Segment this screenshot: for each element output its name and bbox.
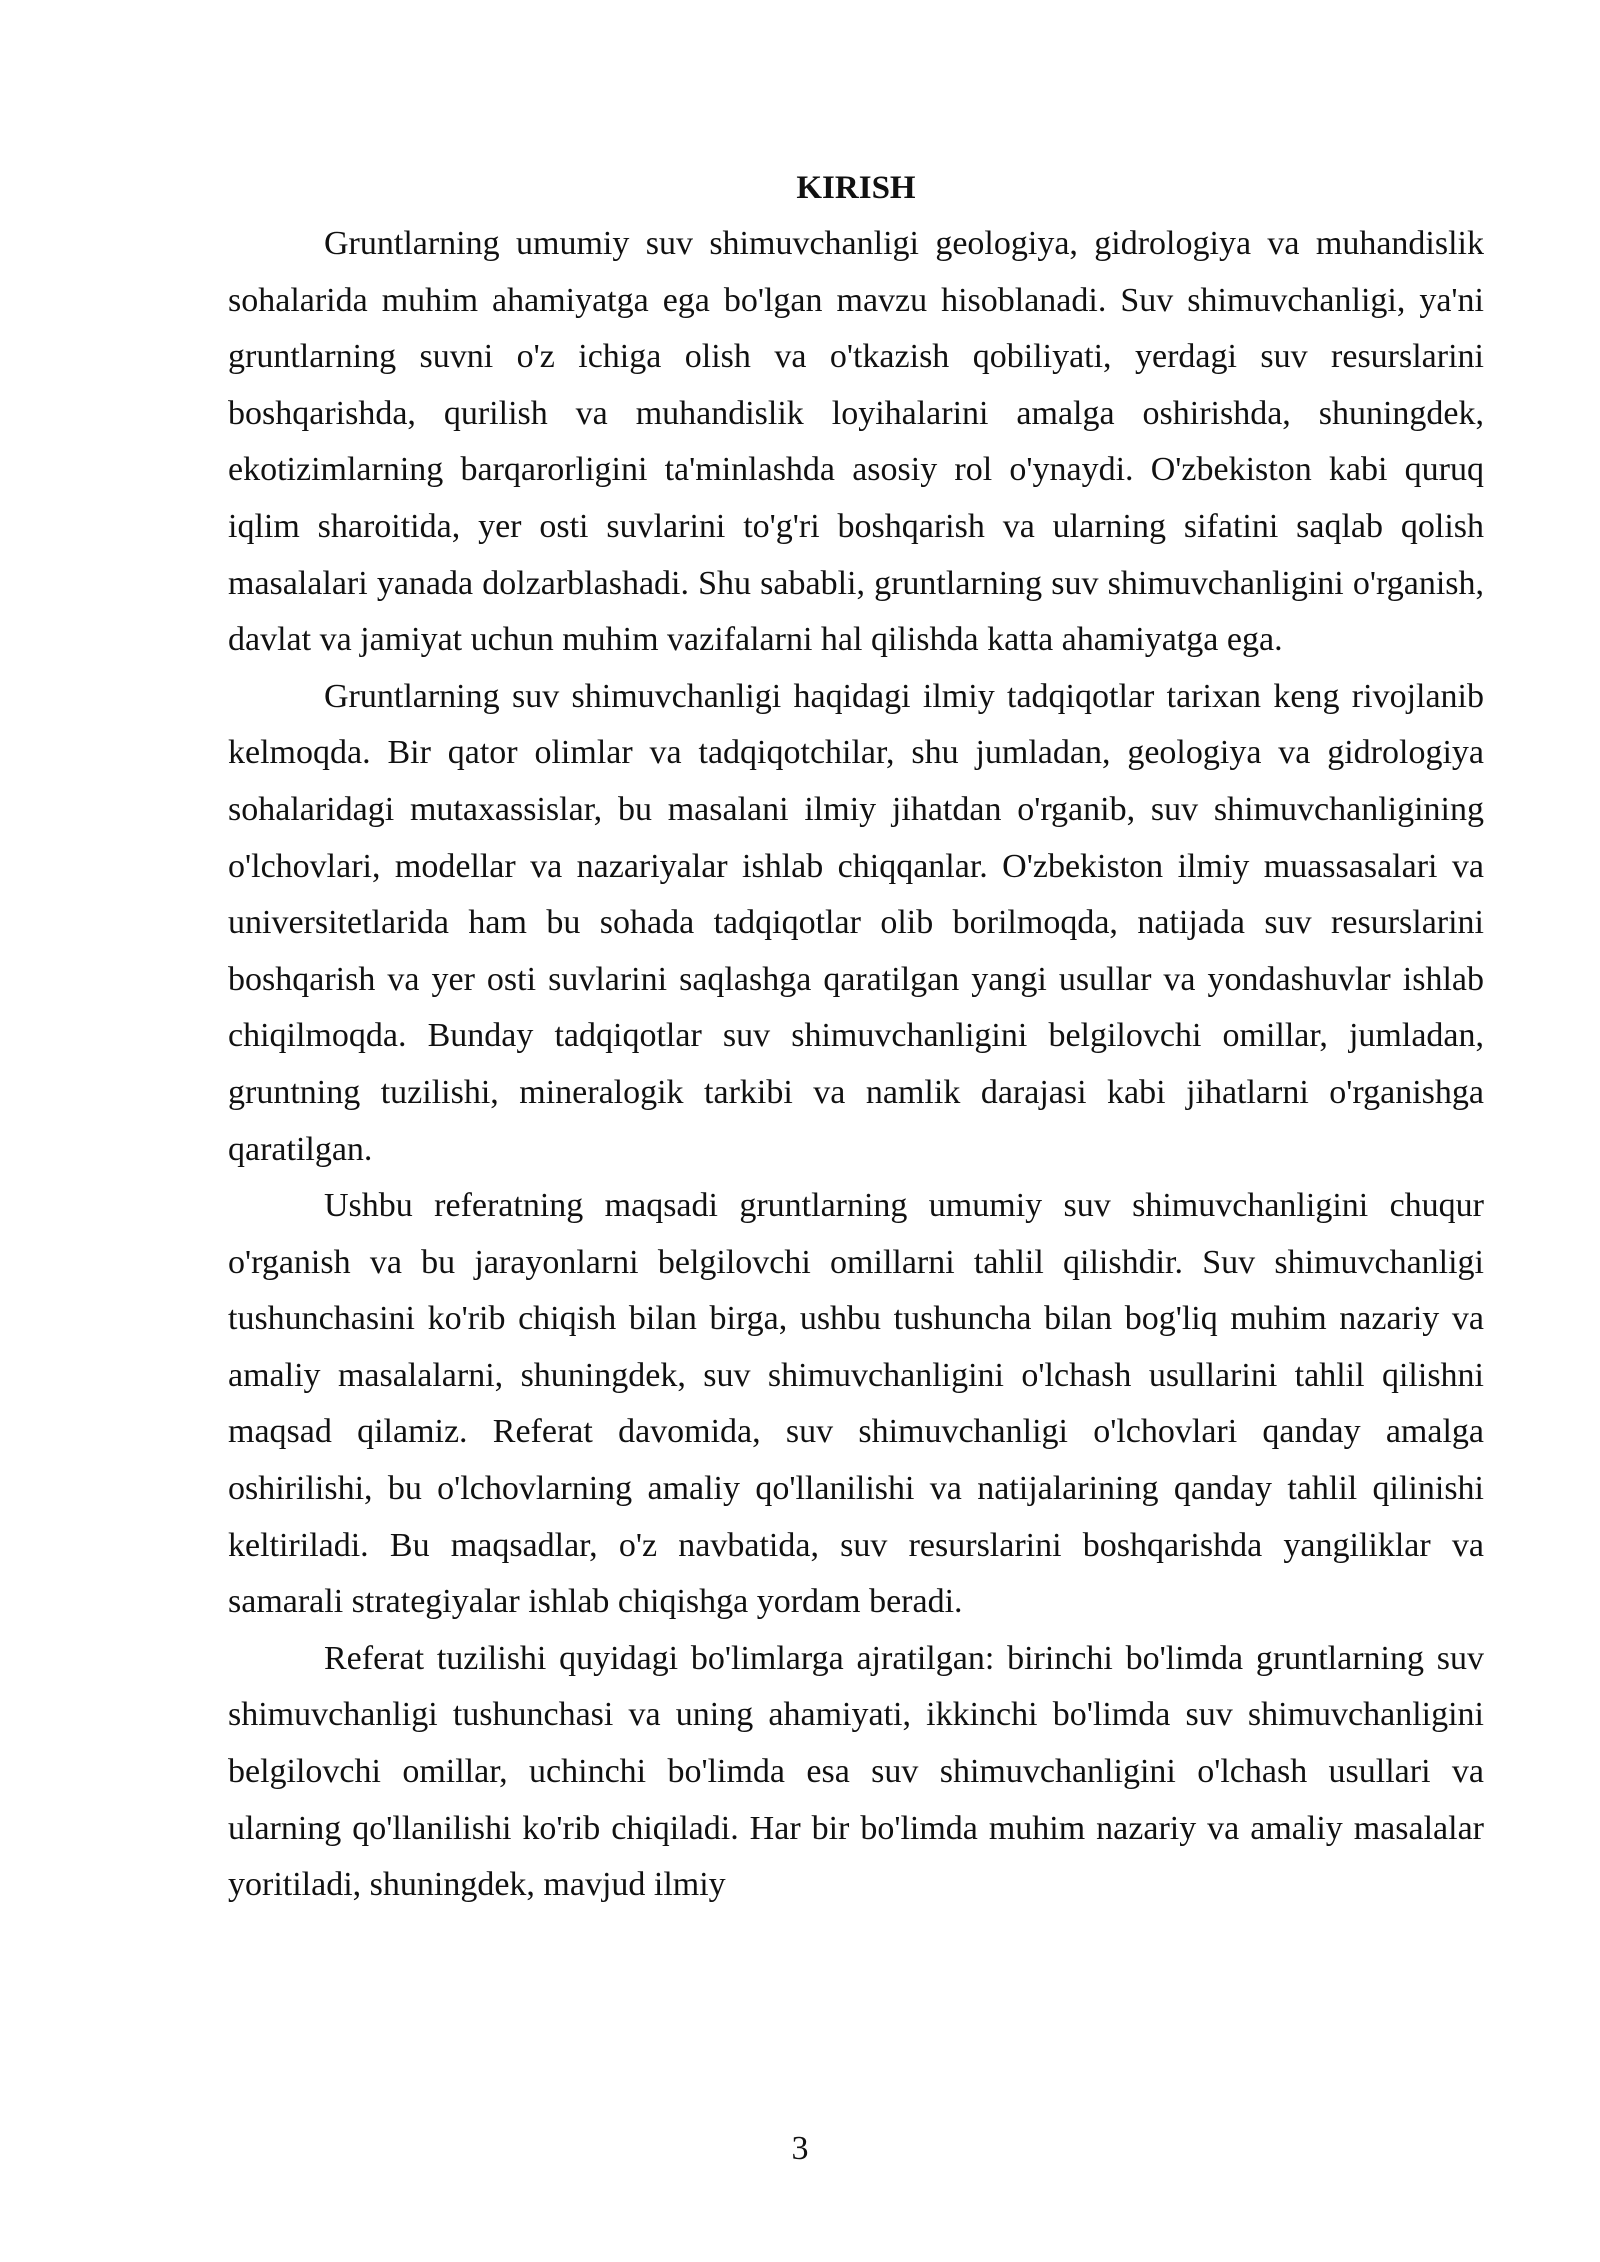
paragraph-4: Referat tuzilishi quyidagi bo'limlarga ajratilgan: birinchi bo'limda gruntlarning suv shimuvchanligi tushunchasi va uning ahamiyati, ikkinchi bo'limda suv shimuvchanligini belgilovchi omillar, uchinchi bo'limda esa suv shimuvchanligini o'lchash usullari va ularning qo'llanilishi ko'rib chiqiladi. Har bir bo'limda muhim nazariy va amaliy masalalar yoritiladi, shuningdek, mavjud ilmiy	[228, 1639, 1484, 1904]
paragraph-1: Gruntlarning umumiy suv shimuvchanligi geologiya, gidrologiya va muhandislik sohalarida muhim ahamiyatga ega bo'lgan mavzu hisoblanadi. Suv shimuvchanligi, ya'ni gruntlarning suvni o'z ichiga olish va o'tkazish qobiliyati, yerdagi suv resurslarini boshqarishda, qurilish va muhandislik loyihalarini amalga oshirishda, shuningdek, ekotizimlarning barqarorligini ta'minlashda asosiy rol o'ynaydi. O'zbekiston kabi quruq iqlim sharoitida, yer osti suvlarini to'g'ri boshqarish va ularning sifatini saqlab qolish masalalari yanada dolzarblashadi. Shu sababli, gruntlarning suv shimuvchanligini o'rganish, davlat va jamiyat uchun muhim vazifalarni hal qilishda katta ahamiyatga ega.	[228, 225, 1484, 659]
paragraph-3: Ushbu referatning maqsadi gruntlarning umumiy suv shimuvchanligini chuqur o'rganish va bu jarayonlarni belgilovchi omillarni tahlil qilishdir. Suv shimuvchanligi tushunchasini ko'rib chiqish bilan birga, ushbu tushuncha bilan bog'liq muhim nazariy va amaliy masalalarni, shuningdek, suv shimuvchanligini o'lchash usullarini tahlil qilishni maqsad qilamiz. Referat davomida, suv shimuvchanligi o'lchovlari qanday amalga oshirilishi, bu o'lchovlarning amaliy qo'llanilishi va natijalarining qanday tahlil qilinishi keltiriladi. Bu maqsadlar, o'z navbatida, suv resurslarini boshqarishda yangiliklar va samarali strategiyalar ishlab chiqishga yordam beradi.	[228, 1187, 1484, 1621]
page-number: 3	[791, 2130, 809, 2167]
paragraph-2: Gruntlarning suv shimuvchanligi haqidagi ilmiy tadqiqotlar tarixan keng rivojlanib kelmoqda. Bir qator olimlar va tadqiqotchilar, shu jumladan, geologiya va gidrologiya sohalaridagi mutaxassislar, bu masalani ilmiy jihatdan o'rganib, suv shimuvchanligining o'lchovlari, modellar va nazariyalar ishlab chiqqanlar. O'zbekiston ilmiy muassasalari va universitetlarida ham bu sohada tadqiqotlar olib borilmoqda, natijada suv resurslarini boshqarish va yer osti suvlarini saqlashga qaratilgan yangi usullar va yondashuvlar ishlab chiqilmoqda. Bunday tadqiqotlar suv shimuvchanligini belgilovchi omillar, jumladan, gruntning tuzilishi, mineralogik tarkibi va namlik darajasi kabi jihatlarni o'rganishga qaratilgan.	[228, 677, 1484, 1168]
page-content	[228, 160, 1484, 1914]
section-title: KIRISH	[796, 170, 916, 206]
